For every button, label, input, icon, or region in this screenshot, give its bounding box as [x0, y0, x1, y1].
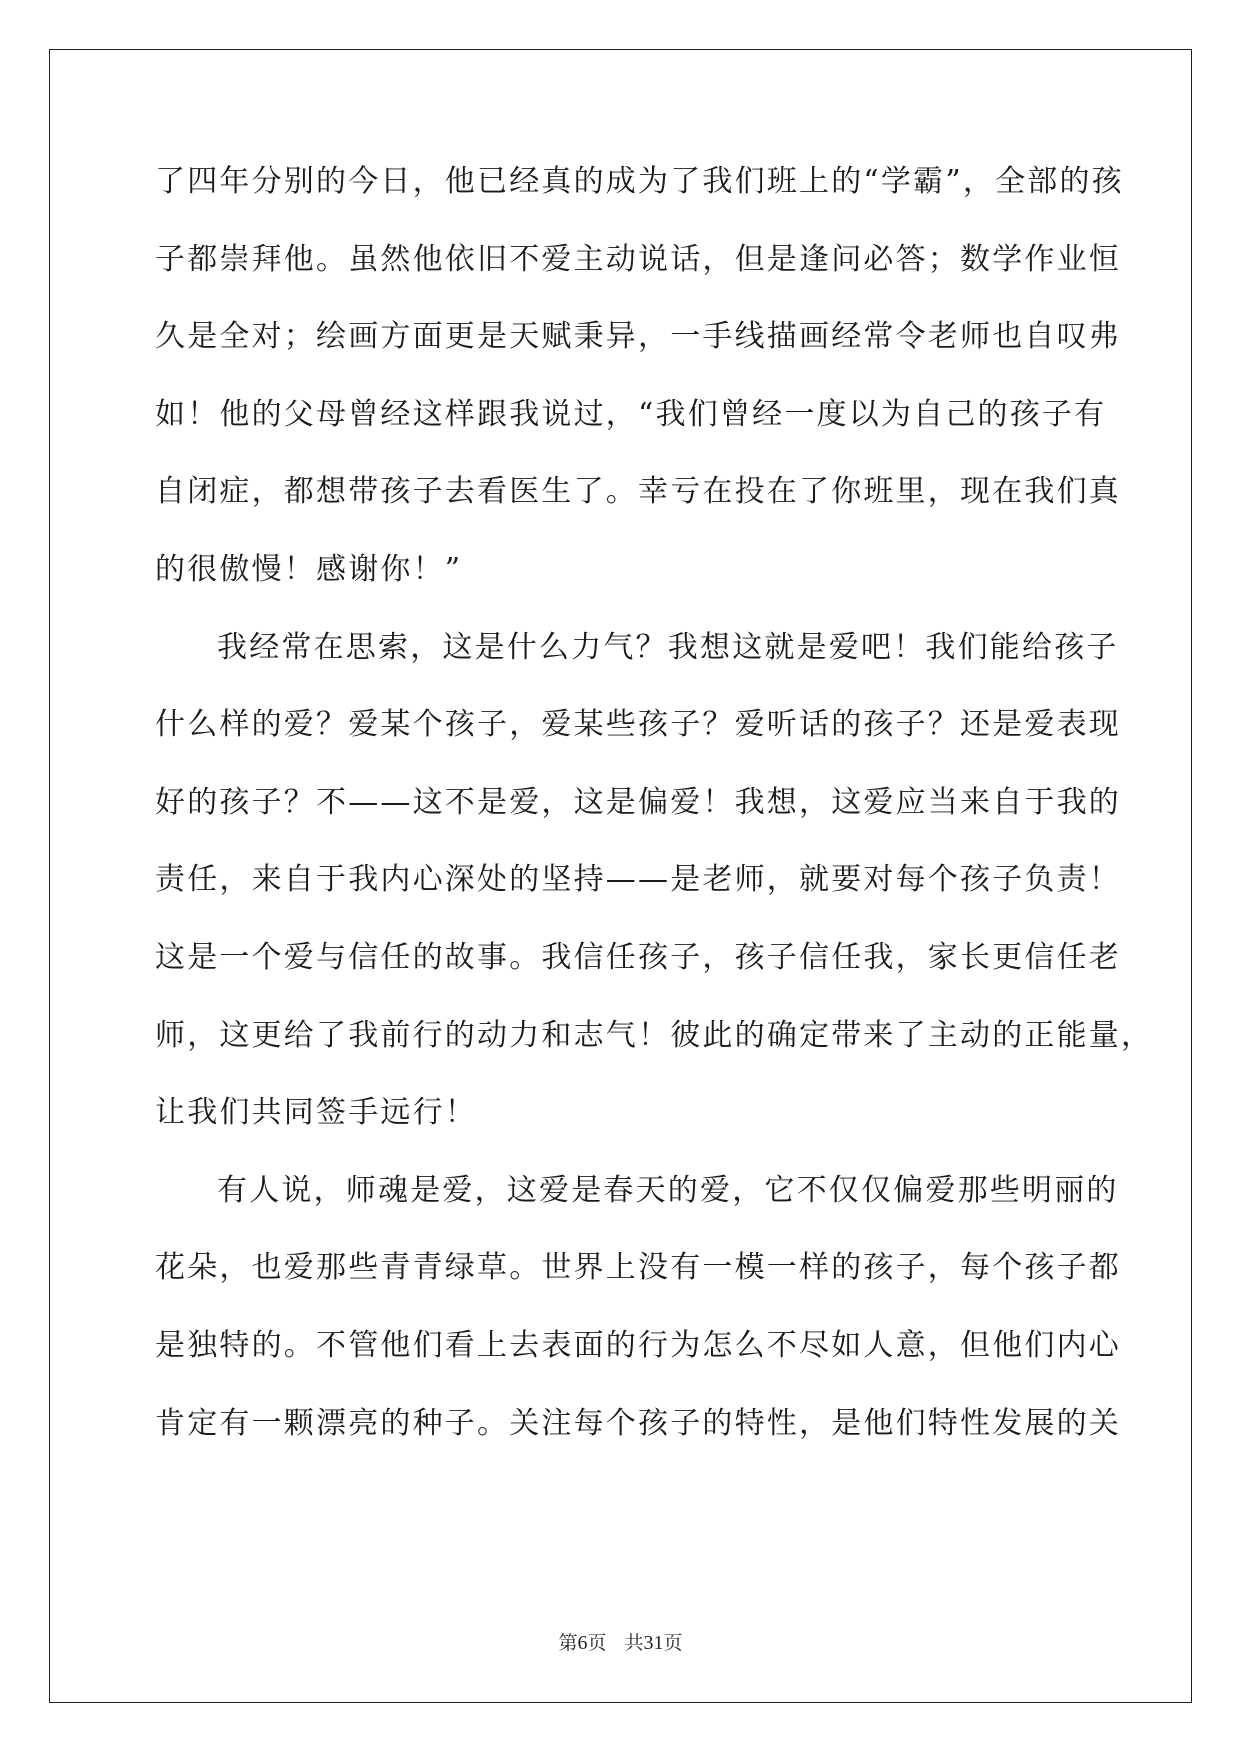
text-line: 久是全对；绘画方面更是天赋秉异，一手线描画经常令老师也自叹弗 [155, 319, 1121, 355]
text-line: 师，这更给了我前行的动力和志气！彼此的确定带来了主动的正能量， [155, 1017, 1154, 1053]
text-line: 责任，来自于我内心深处的坚持——是老师，就要对每个孩子负责！ [155, 862, 1121, 898]
text-line: 好的孩子？不——这不是爱，这是偏爱！我想，这爱应当来自于我的 [155, 784, 1121, 820]
text-line: 什么样的爱？爱某个孩子，爱某些孩子？爱听话的孩子？还是爱表现 [155, 707, 1121, 743]
page-number: 6 [577, 1632, 588, 1654]
paragraph-start-line: 有人说，师魂是爱，这爱是春天的爱，它不仅仅偏爱那些明丽的 [217, 1172, 1119, 1208]
text-line: 是独特的。不管他们看上去表面的行为怎么不尽如人意，但他们内心 [155, 1327, 1121, 1363]
text-line: 如！他的父母曾经这样跟我说过，“我们曾经一度以为自己的孩子有 [155, 396, 1107, 432]
total-prefix: 共 [624, 1632, 644, 1654]
text-line: 自闭症，都想带孩子去看医生了。幸亏在投在了你班里，现在我们真 [155, 474, 1121, 510]
page-suffix: 页 [587, 1632, 607, 1654]
page-footer [0, 1631, 1241, 1655]
total-suffix: 页 [663, 1632, 683, 1654]
text-line: 的很傲慢！感谢你！” [155, 551, 463, 587]
text-line: 这是一个爱与信任的故事。我信任孩子，孩子信任我，家长更信任老 [155, 939, 1121, 975]
text-line: 肯定有一颗漂亮的种子。关注每个孩子的特性，是他们特性发展的关 [155, 1405, 1121, 1441]
text-line: 子都崇拜他。虽然他依旧不爱主动说话，但是逢问必答；数学作业恒 [155, 241, 1121, 277]
document-body [155, 162, 1154, 1481]
paragraph-start-line: 我经常在思索，这是什么力气？我想这就是爱吧！我们能给孩子 [217, 629, 1119, 665]
page-prefix: 第 [558, 1632, 578, 1654]
text-line: 让我们共同签手远行！ [155, 1095, 477, 1131]
total-pages: 31 [643, 1632, 664, 1654]
text-line: 了四年分别的今日，他已经真的成为了我们班上的“学霸”，全部的孩 [155, 164, 1124, 199]
text-line: 花朵，也爱那些青青绿草。世界上没有一模一样的孩子，每个孩子都 [155, 1250, 1121, 1286]
